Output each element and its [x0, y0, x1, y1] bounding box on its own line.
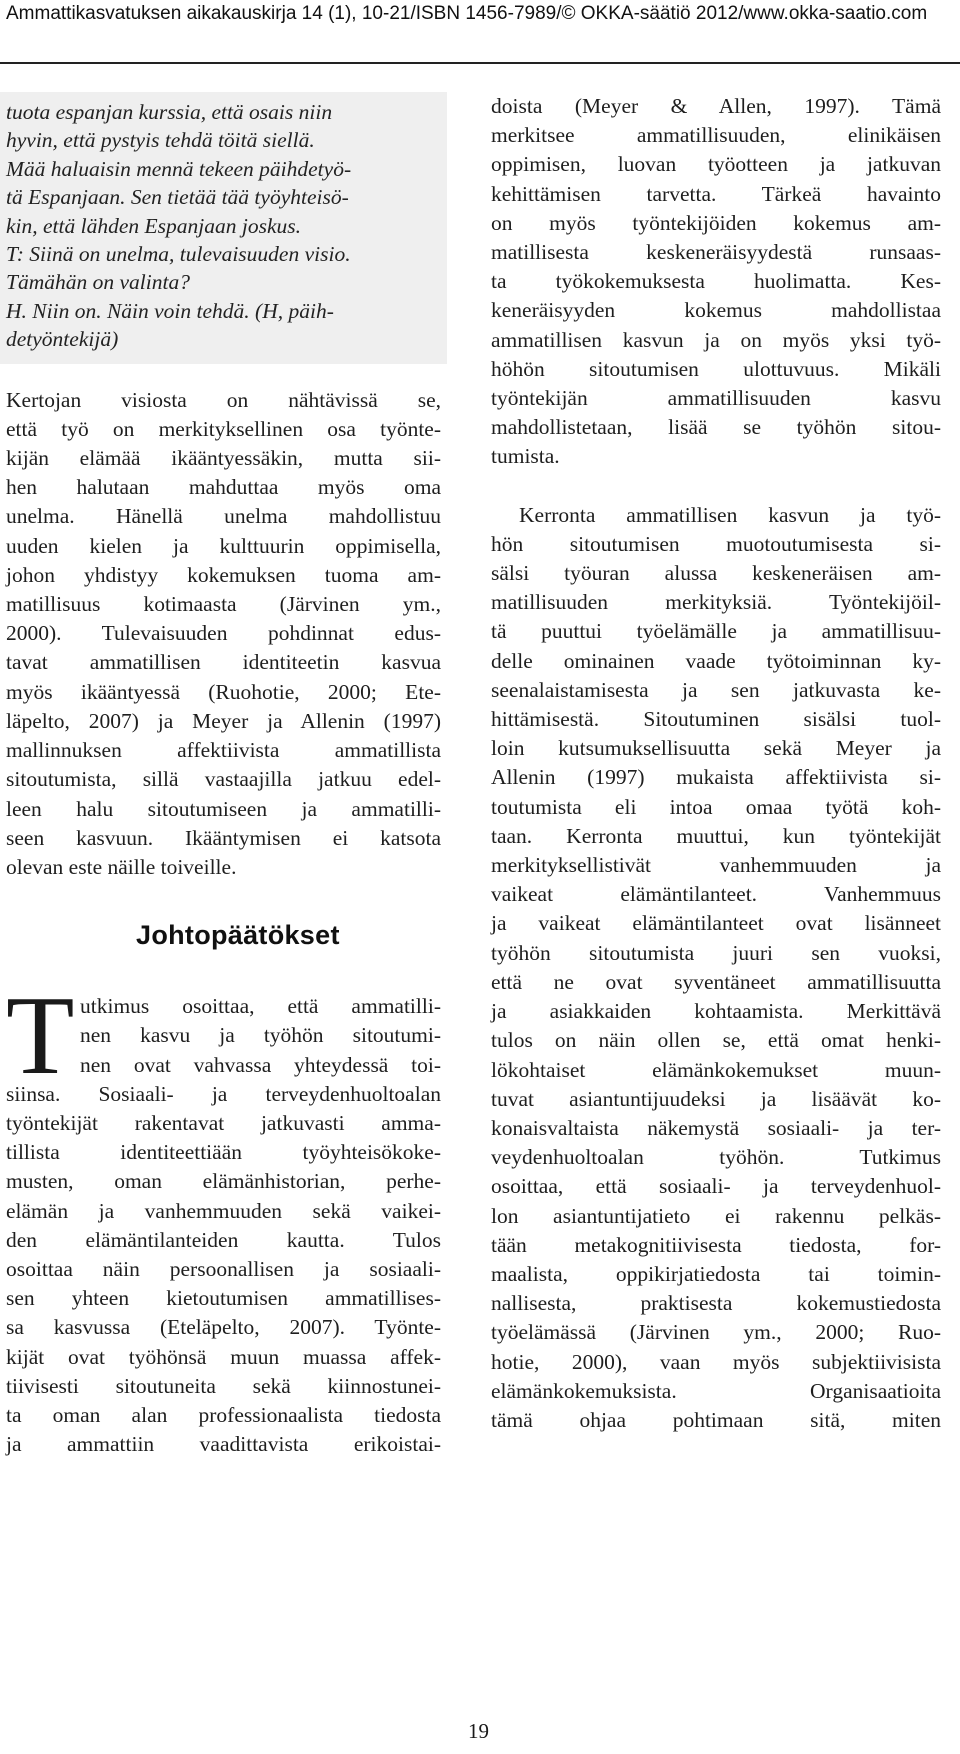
text-line: ta oman alan professionaalista tiedosta: [6, 1402, 441, 1427]
text-line: ja ammattiin vaadittavista erikoistai-: [6, 1432, 441, 1457]
text-line: johon yhdistyy kokemuksen tuoma am-: [6, 562, 441, 587]
text-line: doista (Meyer & Allen, 1997). Tämä: [491, 94, 941, 118]
text-line: työelämässä (Järvinen ym., 2000; Ruo-: [491, 1320, 941, 1345]
text-line: Kerronta ammatillisen kasvun ja työ-: [519, 502, 941, 527]
quote-line: hyvin, että pystyis tehdä töitä siellä.: [6, 128, 315, 153]
text-line: sen yhteen kietoutumisen ammatillises-: [6, 1286, 441, 1311]
right-column: [491, 92, 941, 1435]
text-line: 2000). Tulevaisuuden pohdinnat edus-: [6, 621, 441, 646]
text-line: hotie, 2000), vaan myös subjektiivisista: [491, 1349, 941, 1374]
text-line: kijän elämää ikääntyessäkin, mutta sii-: [6, 446, 441, 471]
text-line: maalista, oppikirjatiedosta tai toimin-: [491, 1261, 941, 1286]
text-line: nallisesta, praktisesta kokemustiedosta: [491, 1291, 941, 1316]
text-line: loin kutsumuksellisuutta sekä Meyer ja: [491, 736, 941, 761]
text-line: että työ on merkityksellinen osa työnte-: [6, 416, 441, 441]
text-line: tä puuttui työelämälle ja ammatillisuu-: [491, 619, 941, 644]
text-line: tään metakognitiivisesta tiedosta, for-: [491, 1232, 941, 1257]
text-line: utkimus osoittaa, että ammatilli-: [80, 994, 441, 1019]
quote-line: tä Espanjaan. Sen tietää tää työyhteisö-: [6, 185, 349, 210]
text-line: vaikeat elämäntilanteet. Vanhemmuus: [491, 882, 941, 907]
text-line: merkityksellistivät vanhemmuuden ja: [491, 853, 941, 878]
text-line: matillisuuden merkityksiä. Työntekijöil-: [491, 590, 941, 615]
conclusion-paragraph: [6, 974, 441, 1459]
text-line: nen ovat vahvassa yhteydessä toi-: [80, 1052, 441, 1077]
quote-line: Tämähän on valinta?: [6, 270, 190, 295]
text-line: läpelto, 2007) ja Meyer ja Allenin (1997): [6, 708, 441, 733]
running-title: Ammattikasvatuksen aikakauskirja 14 (1), 10-21/ISBN 1456-7989/© OKKA-säätiö 2012/www.okka-saatio.com: [6, 3, 928, 24]
quote-line: H. Niin on. Näin voin tehdä. (H, päih-: [6, 298, 334, 323]
text-line: nen kasvu ja työhön sitoutumi-: [80, 1023, 441, 1048]
text-line: ammatillisen kasvun ja on myös yksi työ-: [491, 327, 941, 352]
text-line: leen halu sitoutumiseen ja ammatilli-: [6, 796, 441, 821]
header-divider: [0, 62, 960, 64]
text-line: sitoutumista, sillä vastaajilla jatkuu edel-: [6, 767, 441, 792]
text-line: tumista.: [491, 444, 560, 469]
text-line: ta työkokemuksesta huolimatta. Kes-: [491, 269, 941, 294]
text-line: toutumista eli intoa omaa työtä koh-: [491, 794, 941, 819]
text-line: olevan este näille toiveille.: [6, 854, 237, 879]
text-line: sa kasvussa (Eteläpelto, 2007). Työnte-: [6, 1315, 441, 1340]
text-line: työhön sitoutumista juuri sen vuoksi,: [491, 940, 941, 965]
text-line: tiivisesti sitoutuneita sekä kiinnostunei-: [6, 1373, 441, 1398]
text-line: sälsi työuran alussa keskeneräisen am-: [491, 561, 941, 586]
text-line: tavat ammatillisen identiteetin kasvua: [6, 650, 441, 675]
quote-line: kin, että lähden Espanjaan joskus.: [6, 213, 301, 238]
text-line: mahdollistetaan, lisää se työhön sitou-: [491, 415, 941, 440]
right-paragraph-1: [491, 92, 941, 472]
text-line: elämän ja vanhemmuuden sekä vaikei-: [6, 1198, 441, 1223]
section-heading: Johtopäätökset: [136, 920, 340, 951]
text-line: ja vaikeat elämäntilanteet ovat lisänneet: [491, 911, 941, 936]
quote-line: detyöntekijä): [6, 327, 119, 352]
quote-line: tuota espanjan kurssia, että osais niin: [6, 100, 333, 124]
text-line: höhön sitoutumisen ulottuvuus. Mikäli: [491, 356, 941, 381]
text-line: hen halutaan mahduttaa myös oma: [6, 475, 441, 500]
text-line: taan. Kerronta muuttui, kun työntekijät: [491, 823, 941, 848]
text-line: osoittaa, että sosiaali- ja terveydenhuol-: [491, 1174, 941, 1199]
text-line: lon asiantuntijatieto ei rakennu pelkäs-: [491, 1203, 941, 1228]
text-line: Allenin (1997) mukaista affektiivista si-: [491, 765, 941, 790]
text-line: siinsa. Sosiaali- ja terveydenhuoltoalan: [6, 1081, 441, 1106]
quote-line: T: Siinä on unelma, tulevaisuuden visio.: [6, 242, 351, 267]
text-line: mallinnuksen affektiivista ammatillista: [6, 738, 441, 763]
text-line: työntekijät rakentavat jatkuvasti amma-: [6, 1110, 441, 1135]
text-line: seenalaistamisesta ja sen jatkuvasta ke-: [491, 677, 941, 702]
interview-quote-box: [0, 92, 447, 364]
text-line: osoittaa näin persoonallisen ja sosiaali-: [6, 1256, 441, 1281]
text-line: hittämisestä. Sitoutuminen sisälsi tuol-: [491, 707, 941, 732]
text-line: uuden kielen ja kulttuurin oppimisella,: [6, 533, 441, 558]
text-line: merkitsee ammatillisuuden, elinikäisen: [491, 123, 941, 148]
text-line: elämänkokemuksista. Organisaatioita: [491, 1378, 941, 1403]
text-line: tämä ohjaa pohtimaan sitä, miten: [491, 1407, 941, 1432]
page-number: 19: [468, 1719, 489, 1743]
text-line: seen kasvuun. Ikääntymisen ei katsota: [6, 825, 441, 850]
running-header: [6, 2, 946, 26]
quote-line: Mää haluaisin mennä tekeen päihdetyö-: [6, 156, 352, 181]
text-line: kehittämisen tarvetta. Tärkeä havainto: [491, 181, 941, 206]
text-line: veydenhuoltoalan työhön. Tutkimus: [491, 1145, 941, 1170]
text-line: myös ikääntyessä (Ruohotie, 2000; Ete-: [6, 679, 441, 704]
drop-cap: T: [6, 974, 75, 1099]
text-line: että ne ovat syventäneet ammatillisuutta: [491, 969, 941, 994]
text-line: oppimisen, luovan työotteen ja jatkuvan: [491, 152, 941, 177]
text-line: Kertojan visiosta on nähtävissä se,: [6, 387, 441, 412]
text-line: kijät ovat työhönsä muun muassa affek-: [6, 1344, 441, 1369]
right-paragraph-2: [491, 501, 941, 1436]
text-line: den elämäntilanteiden kautta. Tulos: [6, 1227, 441, 1252]
left-paragraph: [6, 386, 441, 882]
text-line: lökohtaiset elämänkokemukset muun-: [491, 1057, 941, 1082]
text-line: ja asiakkaiden kohtaamista. Merkittävä: [491, 999, 941, 1024]
text-line: hön sitoutumisen muotoutumisesta si-: [491, 531, 941, 556]
text-line: delle ominainen vaade työtoiminnan ky-: [491, 648, 941, 673]
text-line: matillisuus kotimaasta (Järvinen ym.,: [6, 592, 441, 617]
text-line: musten, oman elämänhistorian, perhe-: [6, 1169, 441, 1194]
left-column: [6, 92, 441, 1459]
text-line: tillista identiteettiään työyhteisökoke-: [6, 1140, 441, 1165]
text-line: työntekijän ammatillisuuden kasvu: [491, 386, 941, 411]
text-line: unelma. Hänellä unelma mahdollistuu: [6, 504, 441, 529]
text-line: tulos on näin ollen se, että omat henki-: [491, 1028, 941, 1053]
text-line: matillisesta keskeneräisyydestä runsaas-: [491, 240, 941, 265]
text-line: on myös työntekijöiden kokemus am-: [491, 210, 941, 235]
paragraph-gap: [491, 472, 941, 501]
text-line: keneräisyyden kokemus mahdollistaa: [491, 298, 941, 323]
text-line: tuvat asiantuntijuudeksi ja lisäävät ko-: [491, 1086, 941, 1111]
text-line: konaisvaltaista näkemystä sosiaali- ja ter-: [491, 1115, 941, 1140]
